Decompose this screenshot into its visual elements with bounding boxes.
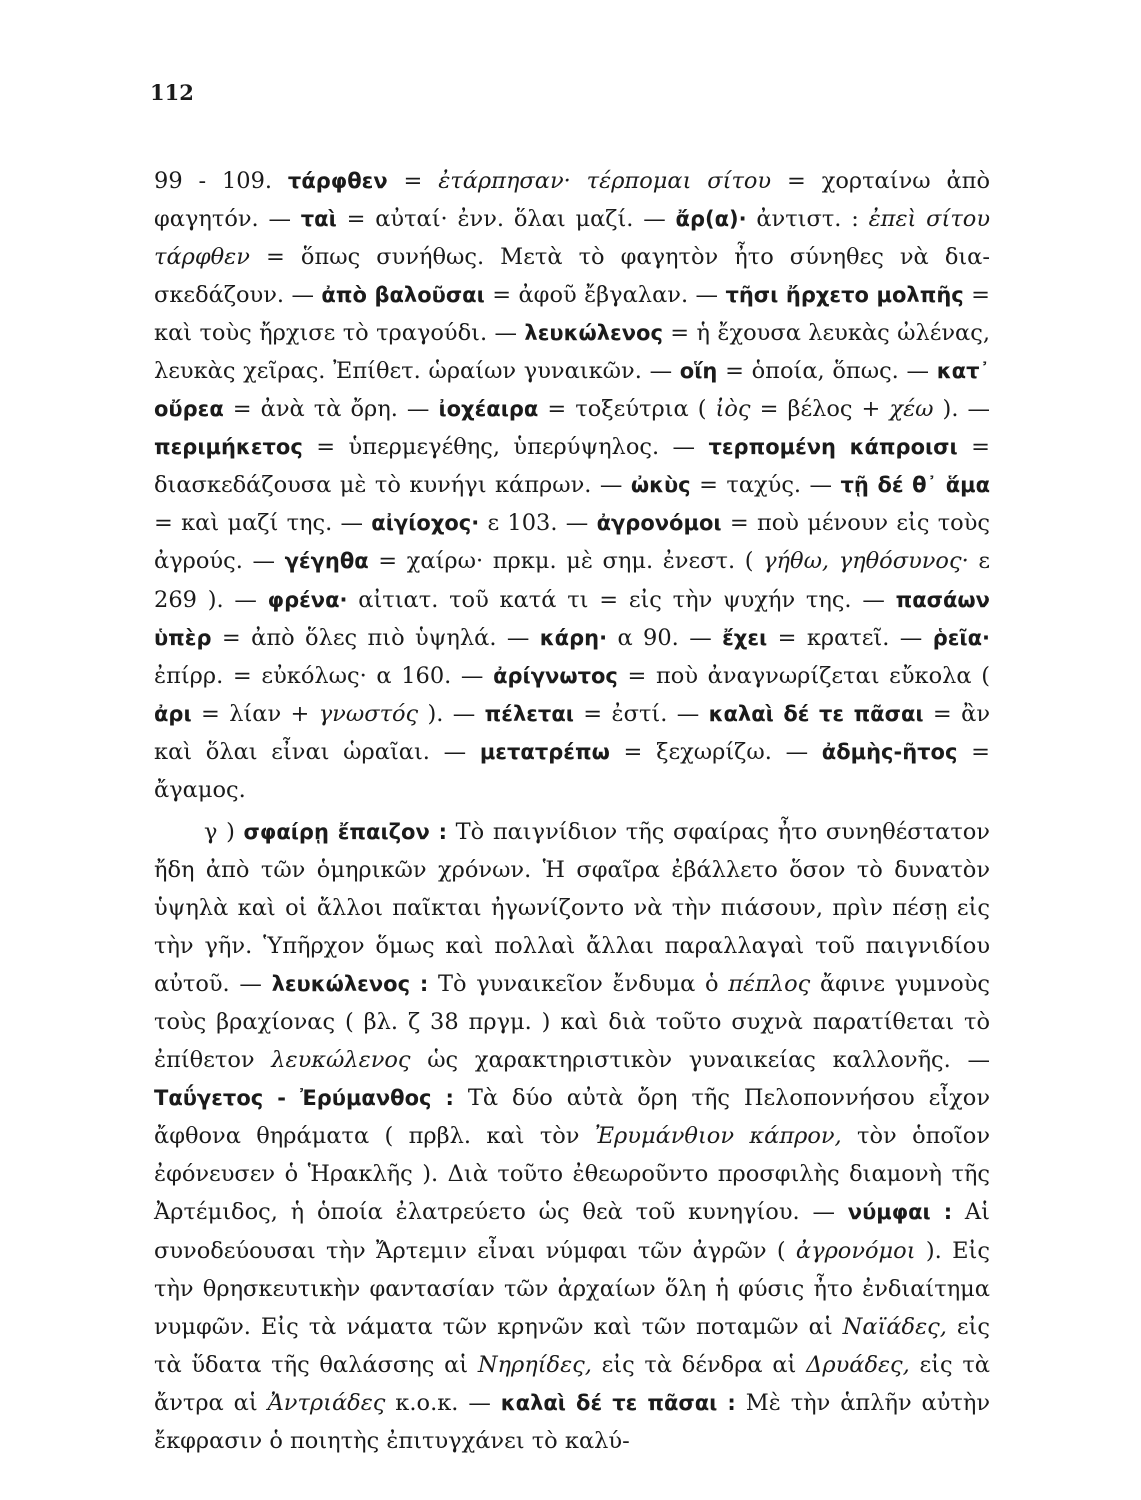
lemma: οἵη xyxy=(679,358,718,383)
text-run: = καὶ τοὺς ἤρχισε τὸ τραγούδι. — xyxy=(154,281,990,346)
text-run: ε 269 ). — xyxy=(154,548,990,613)
text-run: ). — xyxy=(418,700,485,727)
text-run: = ποὺ ἀναγνωρίζεται εὔκολα ( xyxy=(617,662,990,689)
lemma: λευκώλενος xyxy=(524,320,663,345)
lemma: τῆσι ἤρχετο μολπῆς xyxy=(725,282,964,307)
italic-quote: ἐτάρπησαν· τέρπομαι σίτου xyxy=(438,167,772,194)
text-run: ἀντιστ. : xyxy=(746,205,869,232)
text-run: ε 103. — xyxy=(479,510,597,537)
lemma: σφαίρῃ ἔπαιζον : xyxy=(243,819,447,844)
italic-term: ἀγρονόμοι xyxy=(795,1237,916,1264)
italic-term: Ἐρυμάνθιον κάπρον, xyxy=(594,1123,842,1150)
text-run: = ἄγαμος. xyxy=(154,738,990,803)
text-run: = αὐταί· ἐνν. ὅλαι μαζί. — xyxy=(336,205,676,232)
line-notes-paragraph xyxy=(154,162,990,810)
italic-term: Ναϊάδες, xyxy=(842,1313,947,1340)
text-run: ). Εἰς τὴν θρησκευτικὴν φαντασίαν τῶν ἀρχαίων ὅλη ἡ φύσις ἦτο ἐνδιαίτημα νυμφῶν. Εἰς τὰ νάματα τῶν κρηνῶν καὶ τῶν ποταμῶν αἱ xyxy=(154,1237,990,1340)
lemma: τερπομένη κάπροισι xyxy=(708,435,958,460)
lemma: αἰγίοχος· xyxy=(371,511,480,536)
text-run: = καὶ μαζί της. — xyxy=(154,510,372,537)
text-run: Τὰ δύο αὐτὰ ὄρη τῆς Πελοποννήσου εἶχον ἄφθονα θηράματα ( πρβλ. καὶ τὸν xyxy=(154,1085,990,1150)
italic-quote: ἐπεὶ σίτου τάρφθεν xyxy=(154,205,991,270)
text-run: αἰτιατ. τοῦ κατά τι = εἰς τὴν ψυχήν της. — xyxy=(347,586,896,613)
lemma: περιμήκετος xyxy=(154,435,303,460)
text-run: = χορταίνω ἀπὸ φαγητόν. — xyxy=(154,167,990,232)
lemma: ἰοχέαιρα xyxy=(438,397,539,422)
text-run: ὡς χαρακτηριστικὸν γυναικείας καλλονῆς. — xyxy=(410,1047,990,1074)
lemma: νύμφαι : xyxy=(847,1200,953,1225)
lemma: ἀρίγνωτος xyxy=(493,663,618,688)
text-run: Τὸ γυναικεῖον ἔνδυμα ὁ xyxy=(428,970,729,997)
text-run: = ἀφοῦ ἔβγαλαν. — xyxy=(484,281,726,308)
text-run: Τὸ παιγνίδιον τῆς σφαίρας ἦτο συνηθέστατον ἤδη ἀπὸ τῶν ὁμηρικῶν χρόνων. Ἡ σφαῖρα ἐβάλλετο ὅσον τὸ δυνατὸν ὑψηλὰ καὶ οἱ ἄλλοι παῖκται ἠγωνίζοντο νὰ τὴν πιάσουν, πρὶν πέσῃ εἰς τὴν γῆν. Ὑπῆρχον ὅμως καὶ πολλαὶ ἄλλαι παραλλαγαὶ τοῦ παιγνιδίου αὐτοῦ. — xyxy=(154,818,990,997)
section-marker: γ ) xyxy=(204,818,244,845)
text-run: = βέλος + xyxy=(750,396,890,423)
text-run: εἰς τὰ δένδρα αἱ xyxy=(591,1351,807,1378)
lemma: φρένα· xyxy=(267,587,348,612)
lemma: Ταΰγετος - Ἐρύμανθος : xyxy=(154,1086,454,1111)
page-number: 112 xyxy=(150,80,194,105)
italic-quote: χέω xyxy=(889,396,934,423)
text-run: = λίαν + xyxy=(191,700,319,727)
text-run: = ὅπως συνήθως. Μετὰ τὸ φαγητὸν ἦτο σύνηθες νὰ διασκεδάζουν. — xyxy=(154,243,990,308)
lemma: τῇ δέ θ᾽ ἅμα xyxy=(840,473,990,498)
text-run: = ἀνὰ τὰ ὄρη. — xyxy=(223,396,439,423)
lemma: μετατρέπω xyxy=(479,739,610,764)
text-run: = ἂν καὶ ὅλαι εἶναι ὡραῖαι. — xyxy=(154,700,991,765)
text-run: κ.ο.κ. — xyxy=(385,1389,501,1416)
italic-quote: γνωστός xyxy=(318,700,419,727)
text-run: ). — xyxy=(933,396,991,423)
italic-quote: γήθω, γηθόσυνος· xyxy=(763,548,969,575)
text-run: = ὑπερμεγέθης, ὑπερύψηλος. — xyxy=(302,434,709,461)
italic-term: λευκώλενος xyxy=(271,1047,411,1074)
text-run: = ἐστί. — xyxy=(573,700,709,727)
lemma: ὠκὺς xyxy=(630,473,691,498)
text-run: = τοξεύτρια ( xyxy=(538,396,716,423)
text-run: = ποὺ μένουν εἰς τοὺς ἀγρούς. — xyxy=(154,510,990,575)
text-run: Αἱ συνοδεύουσαι τὴν Ἄρτεμιν εἶναι νύμφαι τῶν ἀγρῶν ( xyxy=(154,1199,990,1264)
italic-term: Νηρηίδες, xyxy=(477,1351,592,1378)
lemma: γέγηθα xyxy=(284,549,369,574)
text-run: = ἀπὸ ὅλες πιὸ ὑψηλά. — xyxy=(211,624,540,651)
text-run: = xyxy=(387,167,439,194)
lemma: ἀπὸ βαλοῦσαι xyxy=(321,282,485,307)
text-run: = ὁποία, ὅπως. — xyxy=(717,357,937,384)
lemma: ἔχει xyxy=(722,625,768,650)
lemma: ταὶ xyxy=(300,206,337,231)
lemma: πέλεται xyxy=(484,701,574,726)
text-run: εἰς τὰ ὕδατα τῆς θαλάσσης αἱ xyxy=(154,1313,990,1378)
commentary-paragraph xyxy=(154,813,990,1461)
lemma: κατ᾽ οὔρεα xyxy=(154,358,990,422)
text-run: = διασκεδάζουσα μὲ τὸ κυνήγι κάπρων. — xyxy=(154,434,990,499)
lemma: λευκώλενος : xyxy=(271,971,429,996)
text-run: Μὲ τὴν ἁπλῆν αὐτὴν ἔκφρασιν ὁ ποιητὴς ἐπιτυγχάνει τὸ καλύ- xyxy=(154,1389,990,1454)
text-run: ἐπίρρ. = εὐκόλως· α 160. — xyxy=(154,662,494,689)
lemma: κάρη· xyxy=(539,625,608,650)
text-run: ἄφινε γυμνοὺς τοὺς βραχίονας ( βλ. ζ 38 πργμ. ) καὶ διὰ τοῦτο συχνὰ παρατίθεται τὸ ἐπίθετον xyxy=(154,970,990,1074)
line-range: 99 - 109. xyxy=(154,167,288,194)
text-run: = κρατεῖ. — xyxy=(767,624,933,651)
text-run: α 90. — xyxy=(607,624,723,651)
lemma: καλαὶ δέ τε πᾶσαι xyxy=(708,701,924,726)
lemma: τάρφθεν xyxy=(287,168,388,193)
italic-term: Δρυάδες, xyxy=(806,1351,910,1378)
italic-term: Ἀντριάδες xyxy=(267,1389,386,1416)
lemma: ῥεῖα· xyxy=(932,625,990,650)
lemma: ἄρ(α)· xyxy=(675,206,747,231)
lemma: ἀδμὴς-ῆτος xyxy=(821,739,958,764)
lemma: ἀρι xyxy=(154,701,192,726)
italic-quote: ἰὸς xyxy=(715,396,751,423)
text-run: εἰς τὰ ἄντρα αἱ xyxy=(154,1351,990,1416)
text-run: = ταχύς. — xyxy=(690,472,841,499)
lemma: καλαὶ δέ τε πᾶσαι : xyxy=(500,1390,736,1415)
text-run: = ἡ ἔχουσα λευκὰς ὠλένας, λευκὰς χεῖρας. Ἐπίθετ. ὡραίων γυναικῶν. — xyxy=(154,319,990,384)
text-run: = χαίρω· πρκμ. μὲ σημ. ἐνεστ. ( xyxy=(368,548,764,575)
italic-term: πέπλος xyxy=(728,970,811,997)
text-run: τὸν ὁποῖον ἐφόνευσεν ὁ Ἡρακλῆς ). Διὰ τοῦτο ἐθεωροῦντο προσφιλὴς διαμονὴ τῆς Ἀρτέμιδος, ἡ ὁποία ἐλατρεύετο ὡς θεὰ τοῦ κυνηγίου. — xyxy=(154,1123,990,1226)
lemma: ἀγρονόμοι xyxy=(596,511,722,536)
text-run: = ξεχωρίζω. — xyxy=(609,738,822,765)
lemma: πασάων ὑπὲρ xyxy=(154,587,990,650)
